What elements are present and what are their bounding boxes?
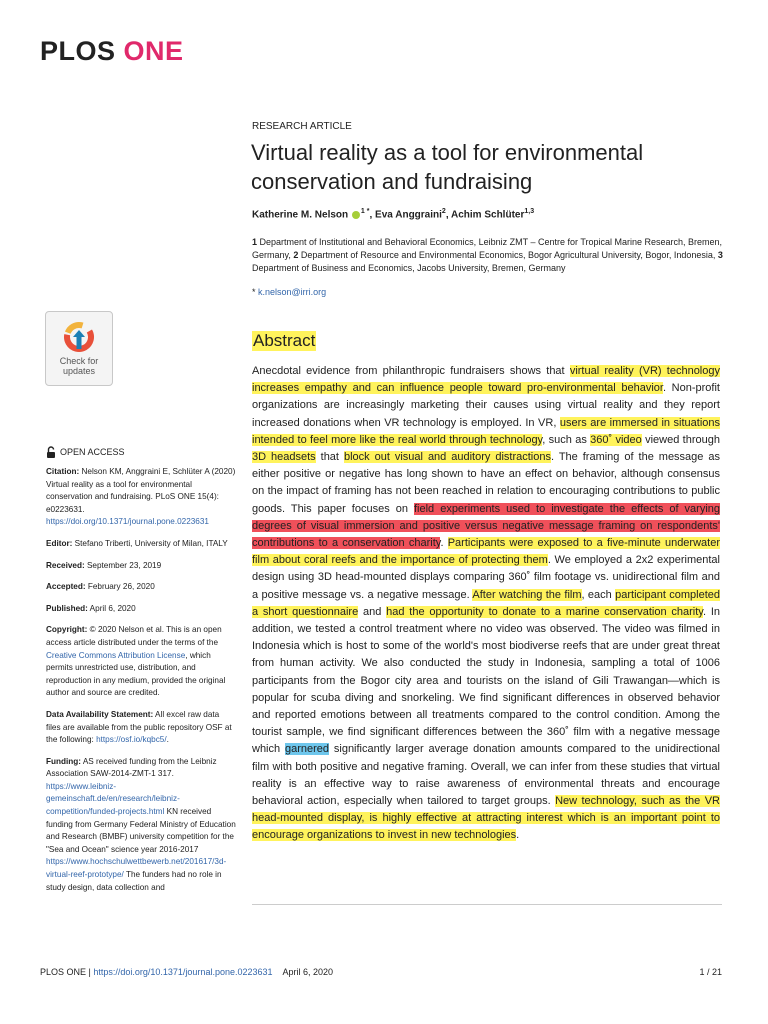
abstract-text: . We employed a 2x2 experimental design using 3D head-mounted displays comparing 360˚ film footage vs. unidirectional film and a positive message vs. a negative message. bbox=[252, 554, 720, 601]
page-number: 1 / 21 bbox=[699, 967, 722, 977]
open-access-text: OPEN ACCESS bbox=[60, 447, 125, 457]
highlighted-text: Participants were exposed to a five-minute underwater film about coral reefs and the importance of protecting them bbox=[252, 537, 720, 567]
highlighted-text: virtual reality (VR) technology increases empathy and can influence people toward pro-environmental behavior bbox=[252, 365, 720, 395]
highlighted-text: New technology, such as the VR head-mounted display, is highly effective at attracting interest which is an important point to encourage organizations to invest in new technologies bbox=[252, 795, 720, 842]
abstract-text: that bbox=[315, 451, 344, 464]
abstract-text: . The framing of the message as either positive or negative has long shown to have an effect on behavior, although consensus on the impact of framing has not been reached in relation to encouraging contributions to public goods. This paper focuses on bbox=[252, 451, 720, 515]
article-title: Virtual reality as a tool for environmental conservation and fundraising bbox=[251, 140, 644, 194]
abstract-text: Anecdotal evidence from philanthropic fundraisers shows that bbox=[252, 365, 570, 377]
abstract-text: and bbox=[358, 605, 387, 618]
highlighted-text: garnered bbox=[284, 743, 330, 756]
received-date: September 23, 2019 bbox=[84, 560, 162, 570]
footer-date: April 6, 2020 bbox=[282, 967, 334, 977]
citation-doi-link[interactable]: https://doi.org/10.1371/journal.pone.0223631 bbox=[46, 517, 209, 527]
data-availability-block bbox=[46, 709, 236, 747]
highlighted-text: 360˚ video bbox=[590, 433, 642, 446]
affiliations bbox=[252, 236, 732, 275]
check-for-updates-badge[interactable] bbox=[45, 311, 113, 386]
footer-journal: PLOS ONE | bbox=[40, 967, 94, 977]
open-lock-icon bbox=[46, 446, 56, 458]
copyright-block bbox=[46, 624, 236, 700]
abstract-body bbox=[252, 363, 720, 845]
updates-ring-icon bbox=[63, 321, 95, 353]
data-availability-text: All excel raw data files are available from the public repository OSF at the following: bbox=[46, 709, 232, 745]
badge-line: Check for bbox=[59, 356, 99, 366]
highlighted-text: field experiments used to investigate the effects of varying degrees of visual immersion and positive versus negative message framing on respondents' contributions to a conservation charity bbox=[252, 502, 721, 550]
abstract-text: . Non-profit organizations are increasingly marketing their causes using virtual reality and they report increased donations when VR technology is employed. In VR, bbox=[252, 382, 720, 429]
published-label: Published: bbox=[46, 603, 88, 613]
data-availability-end: . bbox=[166, 735, 169, 745]
author-list bbox=[252, 208, 534, 220]
author-name: Katherine M. Nelson bbox=[252, 209, 349, 221]
highlighted-text: block out visual and auditory distractions bbox=[343, 451, 551, 464]
article-metadata-sidebar bbox=[46, 466, 236, 903]
logo-one: ONE bbox=[123, 36, 184, 66]
published-block bbox=[46, 603, 236, 616]
received-label: Received: bbox=[46, 560, 85, 570]
accepted-date: February 26, 2020 bbox=[85, 582, 155, 592]
leibniz-link[interactable]: https://www.leibniz-gemeinschaft.de/en/research/leibniz-competition/funded-projects.html bbox=[46, 781, 180, 817]
author-name: , Eva Anggraini bbox=[369, 209, 442, 221]
highlighted-text: users are immersed in situations intended to feel more like the real world through technology bbox=[252, 416, 720, 446]
copyright-text: © 2020 Nelson et al. This is an open access article distributed under the terms of the bbox=[46, 625, 222, 647]
citation-text: Nelson KM, Anggraini E, Schlüter A (2020) Virtual reality as a tool for environmental conservation and fundraising. PLoS ONE 15(4): e0223631. bbox=[46, 467, 236, 514]
author-superscript: 1 * bbox=[360, 208, 370, 215]
license-link[interactable]: Creative Commons Attribution License bbox=[46, 650, 186, 660]
page-footer bbox=[40, 967, 333, 977]
editor-block bbox=[46, 538, 236, 551]
editor-text: Stefano Triberti, University of Milan, ITALY bbox=[72, 538, 228, 548]
abstract-text: significantly larger average donation amounts compared to the unidirectional film with both positive and negative framing. Overall, we can infer from these studies that virtual reality is an effective way to raise awareness of environmental threats and encourage behavioral action, especially when tailored to target groups. bbox=[252, 743, 720, 808]
received-block bbox=[46, 560, 236, 573]
affiliation-number: 2 bbox=[293, 250, 299, 260]
accepted-label: Accepted: bbox=[46, 582, 86, 592]
citation-block bbox=[46, 466, 236, 529]
highlighted-text: After watching the film bbox=[472, 588, 582, 601]
editor-label: Editor: bbox=[46, 538, 73, 548]
footer-doi-link[interactable]: https://doi.org/10.1371/journal.pone.0223631 bbox=[93, 967, 273, 977]
citation-label: Citation: bbox=[46, 467, 80, 476]
affiliation-text: Department of Resource and Environmental Economics, Bogor Agricultural University, Bogor, Indonesia, bbox=[298, 250, 718, 260]
affiliation-text: Department of Business and Economics, Jacobs University, Bremen, Germany bbox=[252, 263, 566, 273]
abstract-text: viewed through bbox=[641, 433, 720, 446]
email-link[interactable]: k.nelson@irri.org bbox=[258, 287, 327, 297]
published-date: April 6, 2020 bbox=[87, 603, 136, 613]
journal-logo bbox=[40, 36, 184, 67]
abstract-text: , each bbox=[581, 588, 616, 601]
accepted-block bbox=[46, 581, 236, 594]
affiliation-text: Department of Institutional and Behavioral Economics, Leibniz ZMT – Centre for Tropical Marine Research, Bremen, Germany, bbox=[252, 237, 723, 260]
osf-link[interactable]: https://osf.io/kqbc5/ bbox=[96, 735, 167, 745]
abstract-text: . bbox=[516, 829, 520, 842]
badge-text bbox=[46, 356, 112, 376]
abstract-text: . bbox=[440, 537, 448, 550]
affiliation-number: 1 bbox=[252, 237, 258, 247]
corresponding-email bbox=[252, 287, 326, 297]
hochschulwettbewerb-link[interactable]: https://www.hochschulwettbewerb.net/201617/3d-virtual-reef-prototype/ bbox=[46, 857, 227, 880]
email-star: * bbox=[252, 287, 259, 297]
abstract-text: . In addition, we tested a control treatment where no video was observed. The video was filmed in Indonesia which is host to some of the world's most biodiverse reefs that are under great threat from human activity. We also conducted the study in Indonesia, sampling a total of 1006 participants from the Bogor city area and tourists on the island of Gili Trawangan—which is popular for scuba diving and snorkeling. We find significant differences in observed behavior and reported emotions between all treatments compared to the control condition. Among the tourist sample, we find significant differences between the 360˚ film with a negative message which bbox=[252, 605, 721, 756]
copyright-label: Copyright: bbox=[46, 625, 88, 635]
funding-text: The funders had no role in study design, data collection and bbox=[46, 870, 222, 892]
abstract-heading: Abstract bbox=[253, 331, 316, 350]
author-superscript: 2 bbox=[441, 208, 446, 215]
highlighted-text: participant completed a short questionnaire bbox=[252, 588, 720, 618]
funding-text: KN received funding from Germany Federal Ministry of Education and Research (BMBF) university competition for the "Sea and Ocean" science year 2016-2017 bbox=[46, 807, 236, 854]
open-access-label bbox=[46, 446, 125, 458]
affiliation-number: 3 bbox=[717, 250, 723, 260]
funding-block bbox=[46, 756, 236, 895]
abstract-text: , such as bbox=[542, 433, 591, 446]
author-name: , Achim Schlüter bbox=[445, 209, 525, 221]
article-type: RESEARCH ARTICLE bbox=[252, 121, 352, 132]
section-divider bbox=[252, 904, 722, 905]
logo-plos: PLOS bbox=[40, 36, 116, 66]
badge-line: updates bbox=[62, 366, 96, 376]
funding-label: Funding: bbox=[46, 756, 82, 766]
highlighted-text: 3D headsets bbox=[252, 451, 316, 464]
highlighted-text: had the opportunity to donate to a marine conservation charity bbox=[386, 605, 703, 618]
funding-text: AS received funding from the Leibniz Association SAW-2014-ZMT-1 317. bbox=[46, 756, 217, 779]
orcid-icon[interactable] bbox=[352, 211, 360, 219]
author-superscript: 1,3 bbox=[524, 208, 535, 215]
data-availability-label: Data Availability Statement: bbox=[46, 709, 154, 719]
copyright-text: , which permits unrestricted use, distribution, and reproduction in any medium, provided the original author and source are credited. bbox=[46, 650, 226, 698]
